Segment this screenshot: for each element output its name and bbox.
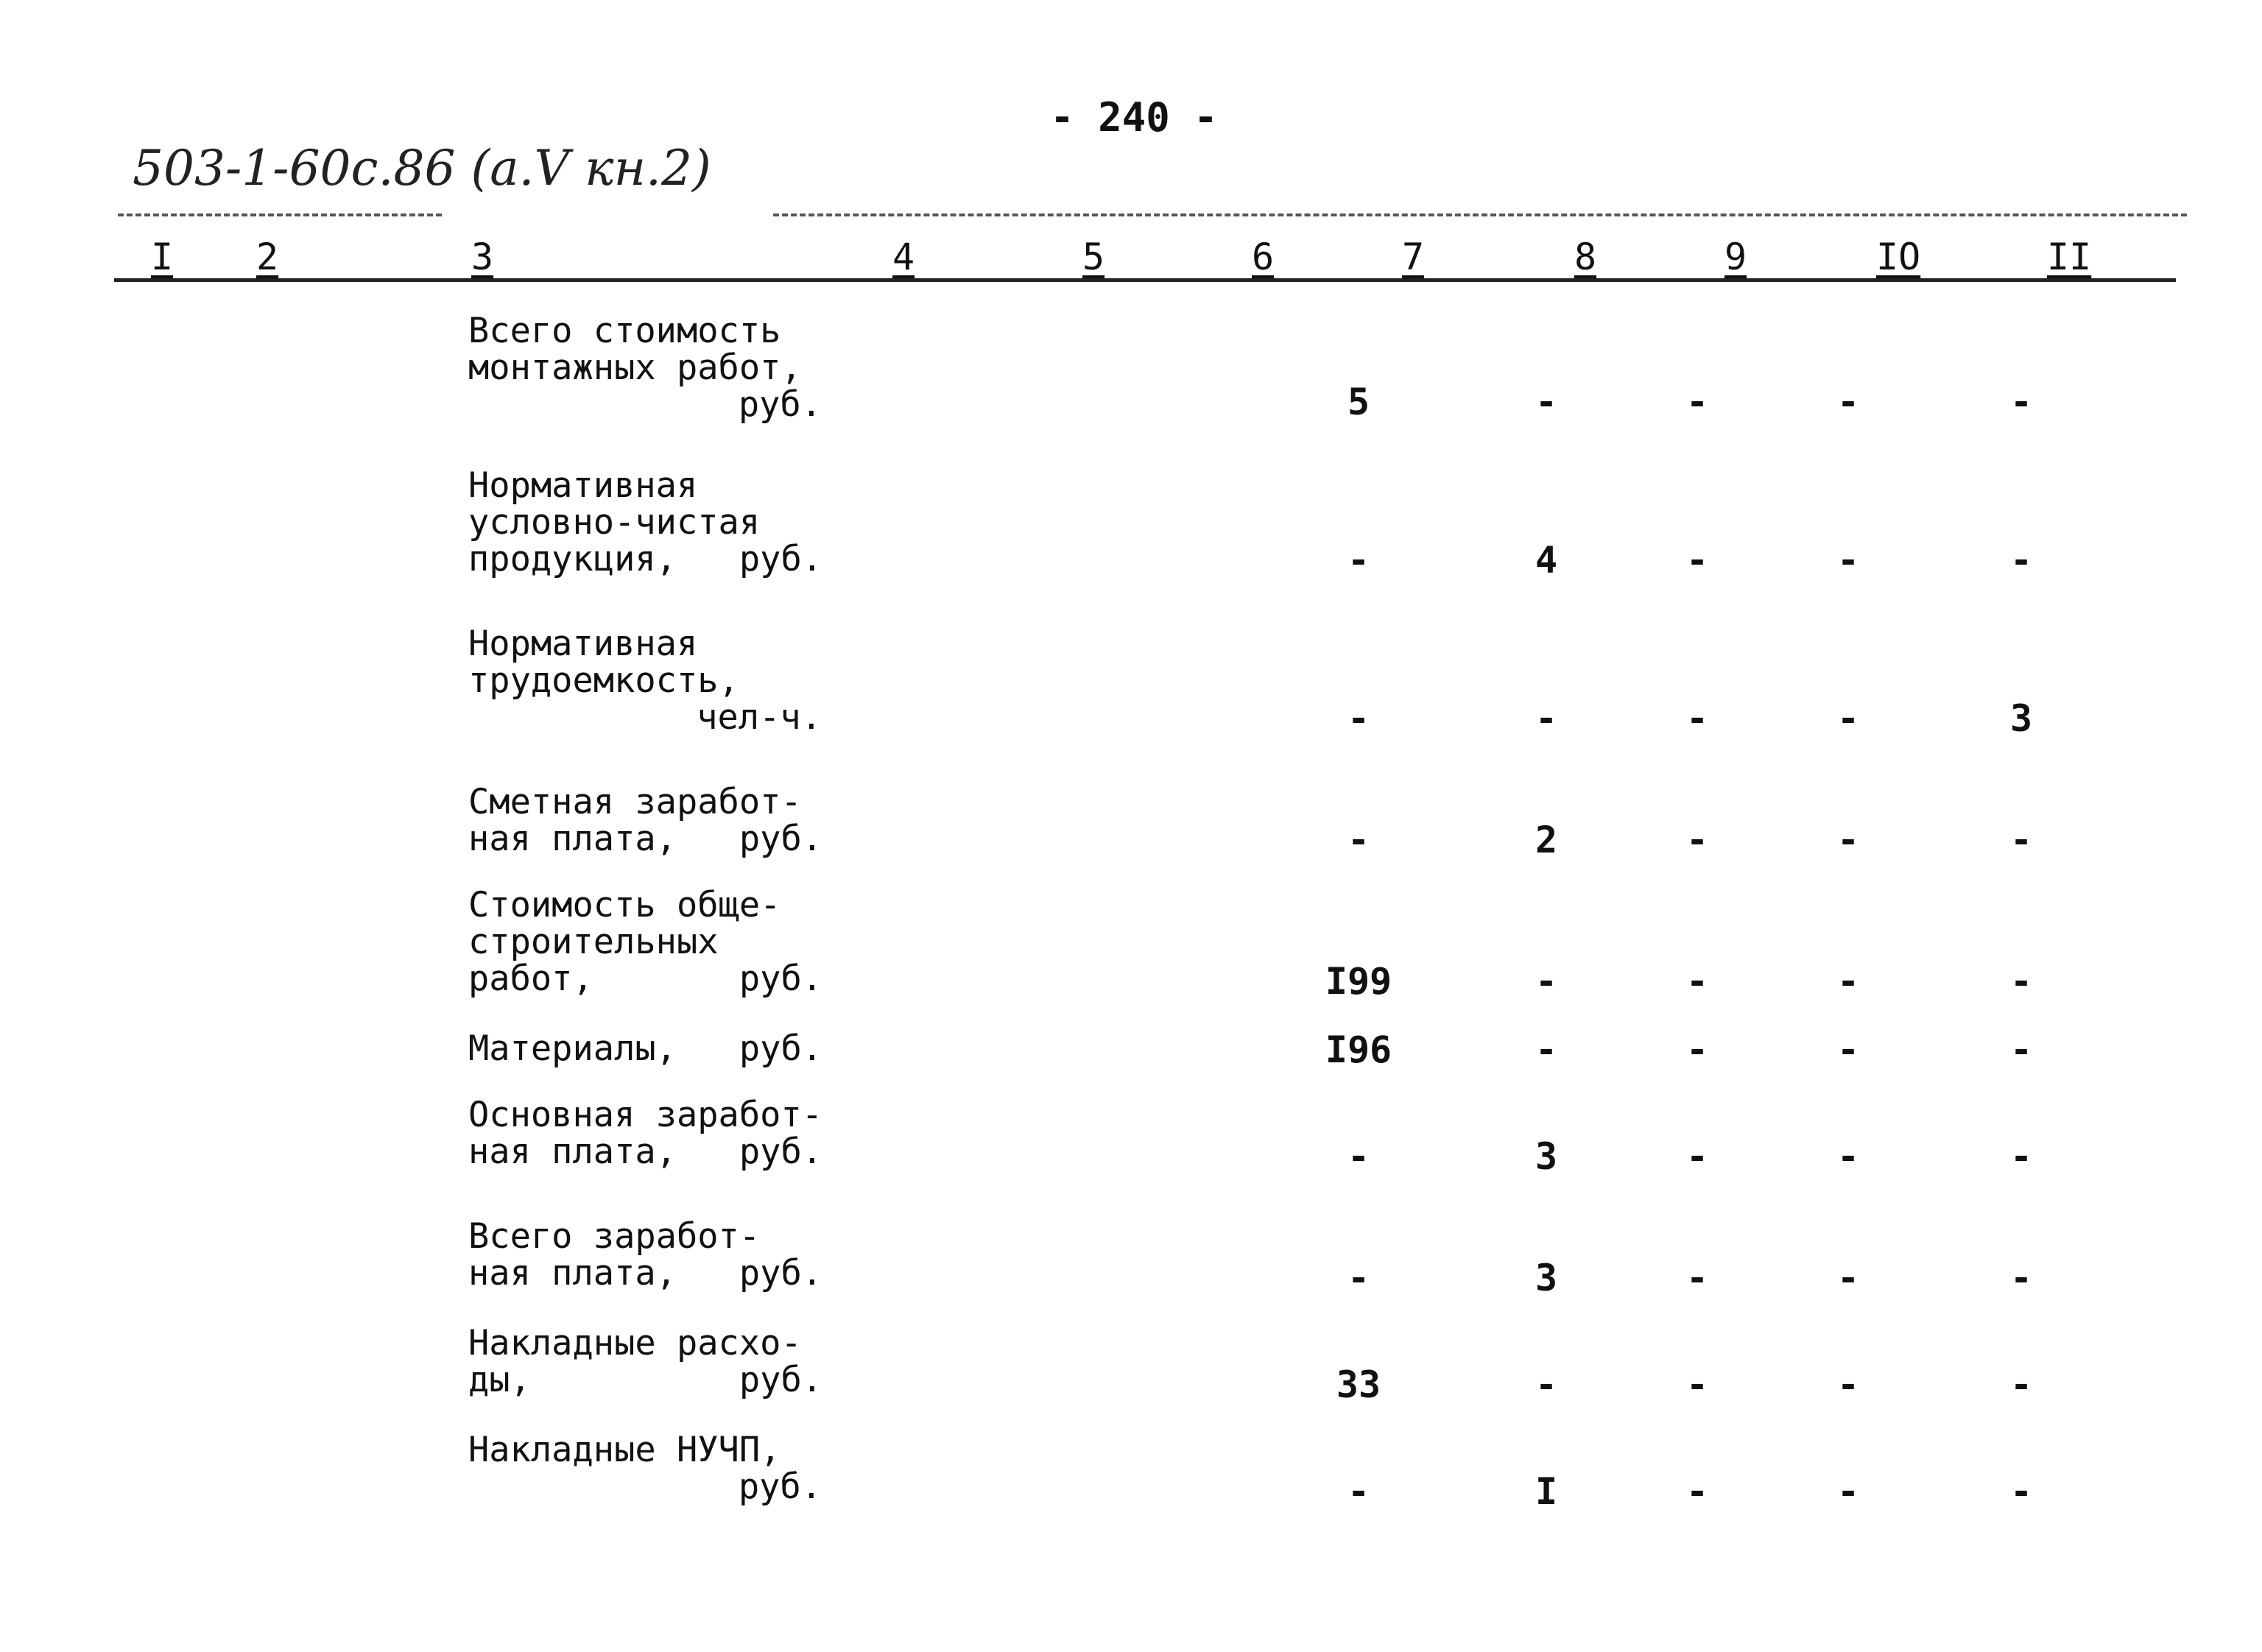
cell-col-9: - — [1685, 1028, 1709, 1071]
cell-col-10: - — [1836, 381, 1860, 423]
cell-col-9: - — [1685, 960, 1709, 1003]
cell-col-11: - — [2009, 539, 2033, 582]
row-label-line: условно-чистая — [468, 502, 761, 543]
row-label-line: ная плата, руб. — [468, 819, 823, 859]
table-row — [0, 784, 2262, 861]
column-header-1: I — [151, 236, 174, 278]
row-label — [468, 1028, 823, 1069]
row-unit: руб. — [738, 1466, 822, 1507]
cell-col-8: 3 — [1535, 1135, 1558, 1178]
cell-col-10: - — [1836, 697, 1860, 740]
cell-col-11: - — [2009, 1470, 2033, 1513]
row-label — [468, 1325, 822, 1399]
cell-col-7: 33 — [1336, 1363, 1381, 1406]
top-dashed-rule-right — [773, 213, 2187, 216]
cell-col-8: 3 — [1535, 1257, 1558, 1299]
cell-col-7: - — [1347, 539, 1370, 582]
table-row — [0, 1325, 2262, 1406]
column-header-2: 2 — [256, 236, 279, 278]
cell-col-8: - — [1535, 1028, 1558, 1071]
cell-col-9: - — [1685, 697, 1709, 740]
handwritten-document-code: 503-1-60с.86 (а.V кн.2) — [133, 140, 711, 197]
cell-col-7: I96 — [1325, 1028, 1392, 1071]
row-label-line: Всего заработ- — [468, 1216, 761, 1257]
column-header-8: 8 — [1574, 236, 1597, 278]
top-dashed-rule-left — [118, 213, 442, 216]
cell-col-10: - — [1836, 1257, 1860, 1299]
row-label — [468, 467, 822, 578]
column-header-4: 4 — [892, 236, 915, 278]
table-row — [0, 313, 2262, 423]
table-row — [0, 1432, 2262, 1513]
cell-col-8: I — [1535, 1470, 1558, 1513]
cell-col-9: - — [1685, 819, 1709, 861]
row-label-line: Сметная заработ- — [468, 782, 802, 822]
cell-col-8: 4 — [1535, 539, 1558, 582]
cell-col-9: - — [1685, 1135, 1709, 1178]
cell-col-9: - — [1685, 1363, 1709, 1406]
cell-col-7: - — [1347, 1257, 1370, 1299]
column-header-3: 3 — [471, 236, 494, 278]
table-row — [0, 1097, 2262, 1178]
cell-col-10: - — [1836, 1470, 1860, 1513]
row-label — [468, 1432, 822, 1505]
cell-col-9: - — [1685, 1257, 1709, 1299]
cell-col-7: I99 — [1325, 960, 1392, 1003]
cell-col-8: - — [1535, 697, 1558, 740]
row-unit: руб. — [738, 384, 822, 425]
cell-col-8: - — [1535, 381, 1558, 423]
cell-col-11: - — [2009, 819, 2033, 861]
cell-col-8: - — [1535, 1363, 1558, 1406]
column-header-7: 7 — [1402, 236, 1425, 278]
cell-col-9: - — [1685, 1470, 1709, 1513]
row-label-line: Нормативная — [468, 465, 698, 506]
cell-col-10: - — [1836, 960, 1860, 1003]
cell-col-11: - — [2009, 1028, 2033, 1071]
row-label — [468, 313, 822, 423]
row-label-line: работ, руб. — [468, 959, 823, 999]
cell-col-11: - — [2009, 381, 2033, 423]
cell-col-10: - — [1836, 1363, 1860, 1406]
row-label-line: трудоемкость, — [468, 660, 739, 701]
page-number: - 240 - — [1050, 94, 1218, 141]
table-row — [0, 467, 2262, 582]
row-label-line: Стоимость обще- — [468, 885, 781, 925]
row-label-line: ная плата, руб. — [468, 1132, 823, 1172]
column-header-11: II — [2047, 236, 2092, 278]
row-label-line: ная плата, руб. — [468, 1253, 823, 1293]
column-header-9: 9 — [1724, 236, 1747, 278]
row-label — [468, 1218, 822, 1292]
cell-col-11: - — [2009, 1135, 2033, 1178]
row-label-line: Всего стоимость — [468, 311, 781, 351]
table-row — [0, 1028, 2262, 1071]
cell-col-9: - — [1685, 539, 1709, 582]
column-header-5: 5 — [1082, 236, 1105, 278]
cell-col-9: - — [1685, 381, 1709, 423]
row-label-line: Материалы, руб. — [468, 1028, 823, 1069]
row-label-line: Накладные расхо- — [468, 1323, 802, 1363]
row-label — [468, 626, 822, 736]
table-row — [0, 626, 2262, 740]
row-label-line: ды, руб. — [468, 1360, 823, 1400]
row-label — [468, 784, 822, 858]
row-unit: чел-ч. — [697, 697, 822, 738]
row-label-line: Нормативная — [468, 624, 698, 664]
row-label-line: Основная заработ- — [468, 1095, 823, 1135]
cell-col-10: - — [1836, 1135, 1860, 1178]
header-rule — [114, 278, 2176, 282]
cell-col-10: - — [1836, 1028, 1860, 1071]
table-row — [0, 1218, 2262, 1299]
row-label — [468, 887, 822, 998]
row-label-line: продукция, руб. — [468, 539, 823, 579]
cell-col-11: 3 — [2009, 697, 2033, 740]
cell-col-11: - — [2009, 1363, 2033, 1406]
table-row — [0, 887, 2262, 1003]
cell-col-11: - — [2009, 960, 2033, 1003]
cell-col-10: - — [1836, 819, 1860, 861]
cell-col-8: 2 — [1535, 819, 1558, 861]
row-label-line: монтажных работ, — [468, 347, 802, 388]
cell-col-7: 5 — [1347, 381, 1370, 423]
column-header-6: 6 — [1252, 236, 1275, 278]
row-label-line: Накладные НУЧП, — [468, 1430, 781, 1470]
cell-col-7: - — [1347, 1135, 1370, 1178]
column-header-10: IO — [1876, 236, 1921, 278]
cell-col-7: - — [1347, 819, 1370, 861]
cell-col-10: - — [1836, 539, 1860, 582]
cell-col-7: - — [1347, 697, 1370, 740]
cell-col-8: - — [1535, 960, 1558, 1003]
cell-col-11: - — [2009, 1257, 2033, 1299]
row-label — [468, 1097, 822, 1171]
cell-col-7: - — [1347, 1470, 1370, 1513]
row-label-line: строительных — [468, 922, 719, 962]
